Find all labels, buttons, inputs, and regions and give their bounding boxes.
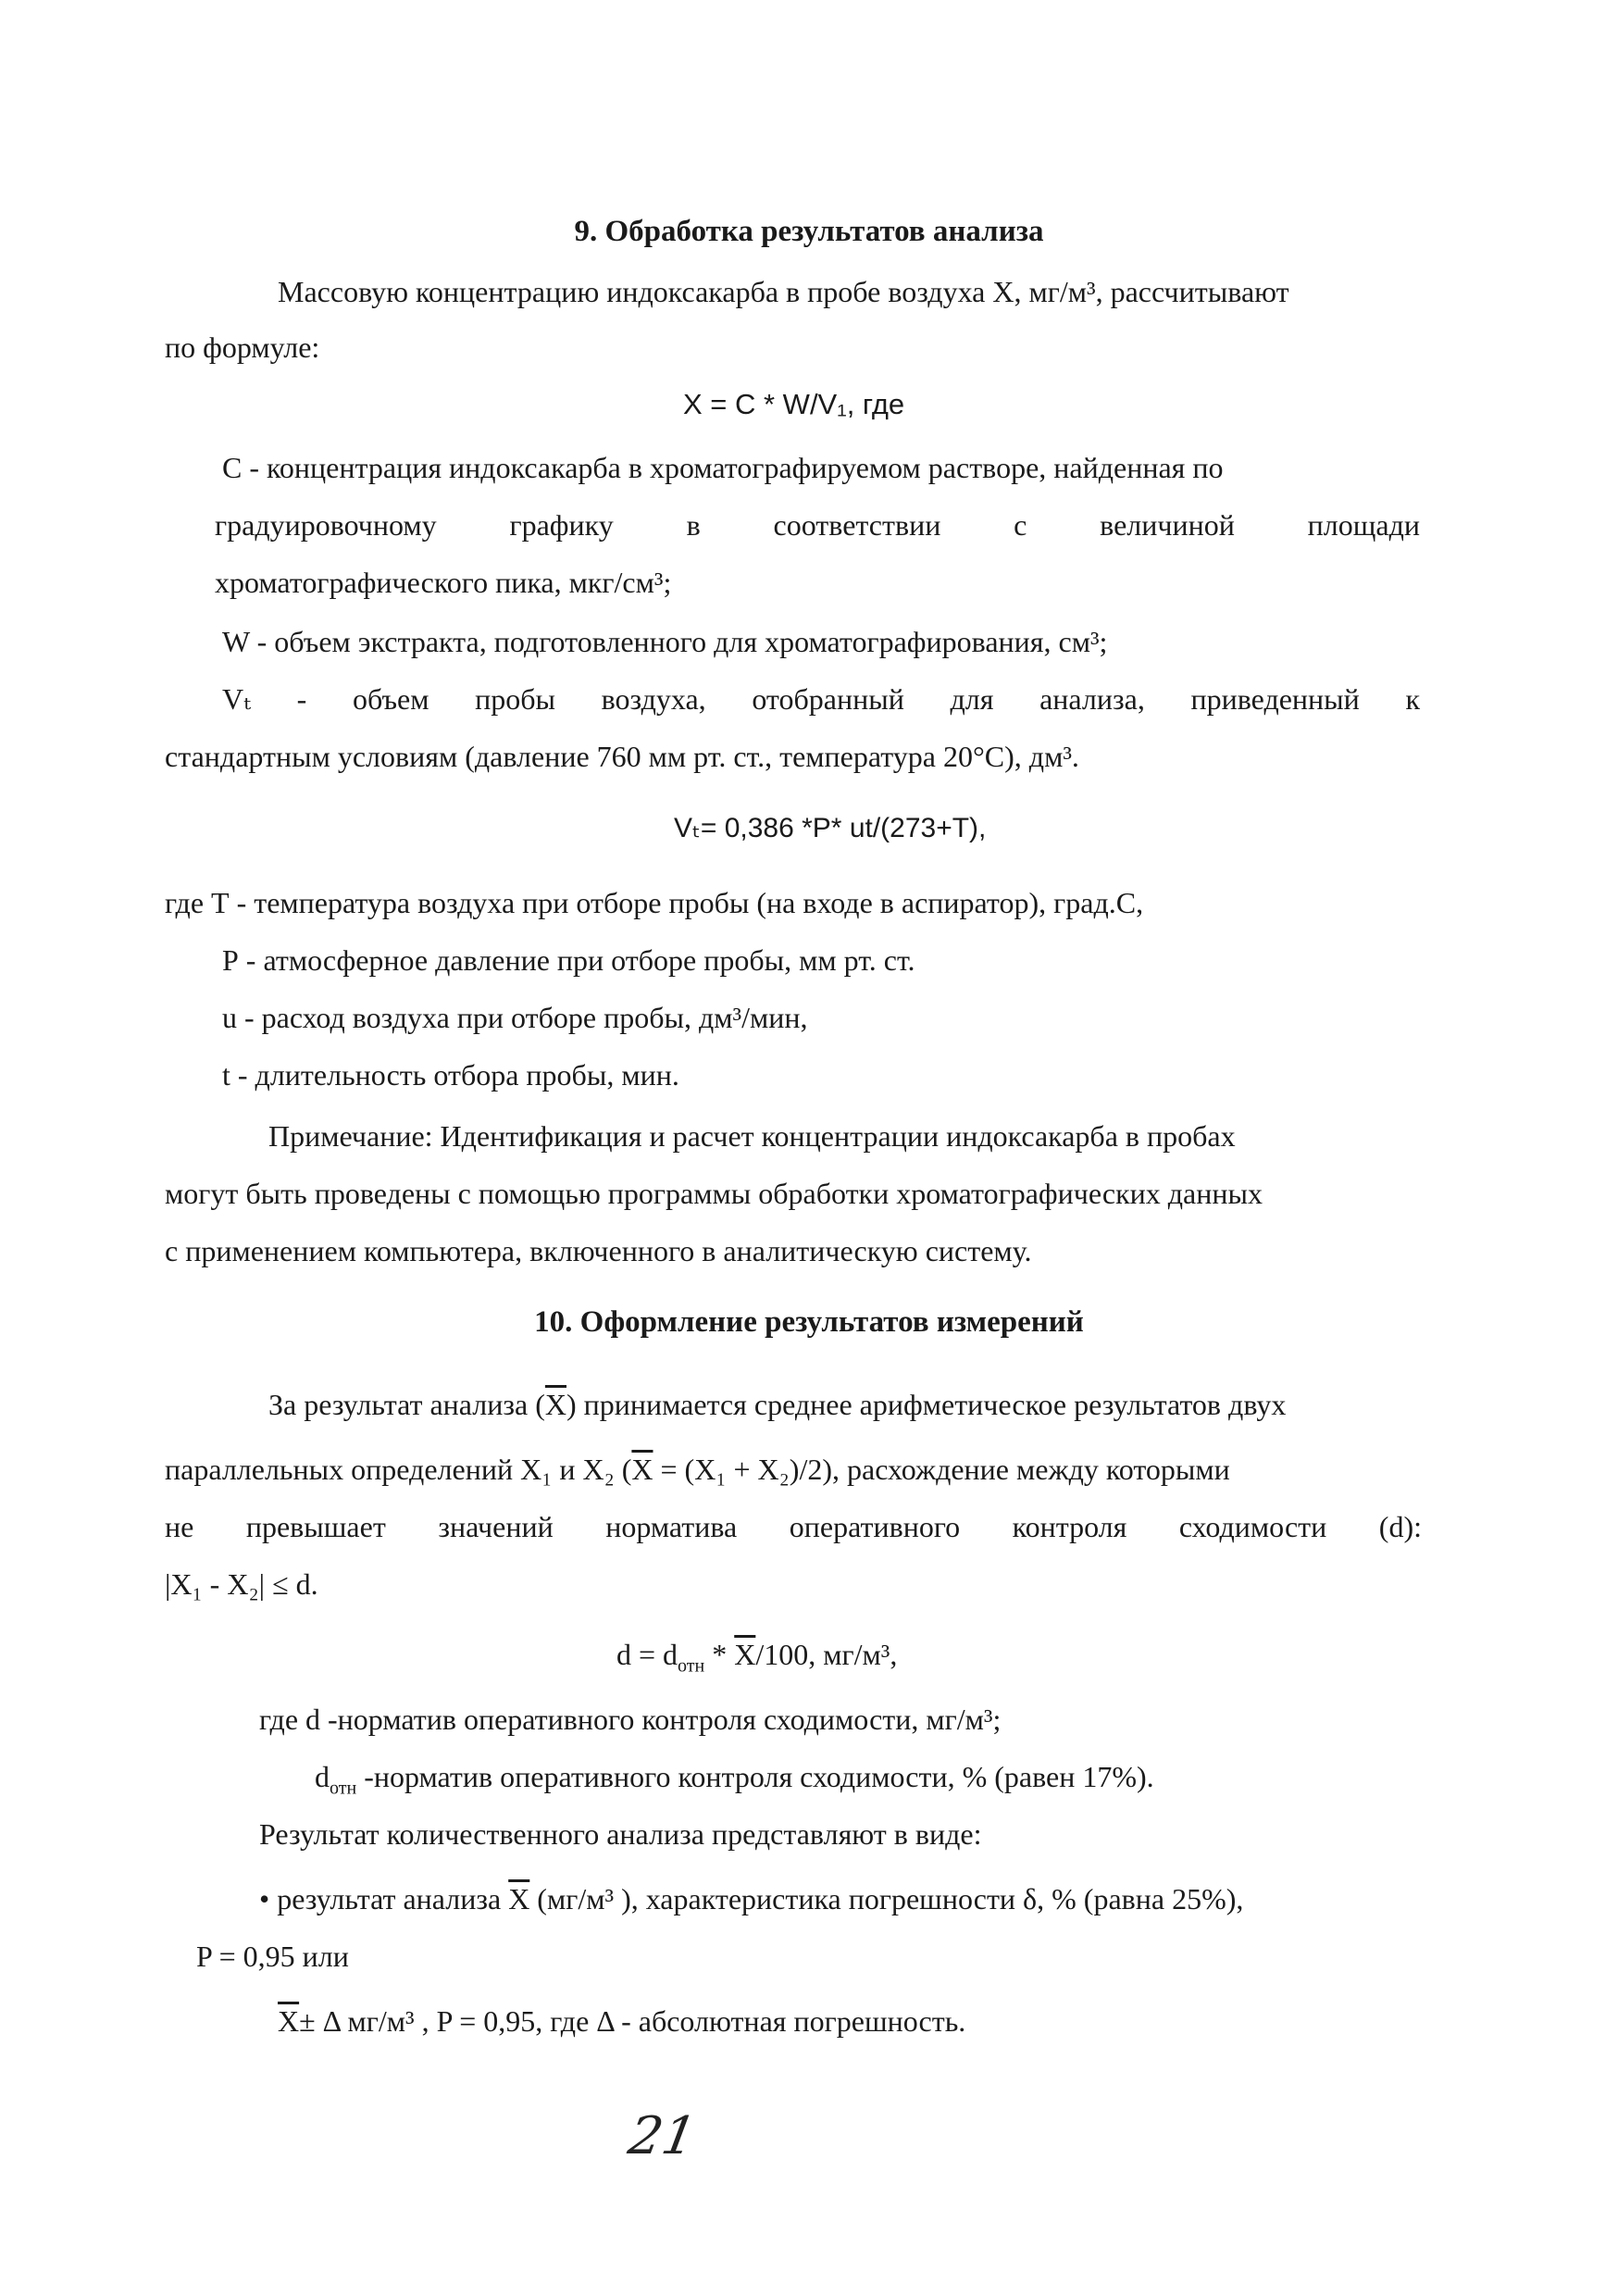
bullet-line-1 <box>259 1883 1243 1915</box>
def-c-line-3: хроматографического пика, мкг/см³; <box>215 566 672 599</box>
def-vt-line-1: Vₜ - объем пробы воздуха, отобранный для анализа, приведенный к <box>222 682 1420 716</box>
result-line-3: не превышает значений норматива оперативного контроля сходимости (d): <box>165 1510 1422 1543</box>
section-9-heading: 9. Обработка результатов анализа <box>574 215 1044 248</box>
def-time: t - длительность отбора пробы, мин. <box>222 1058 679 1092</box>
def-d-otn-symbol: d <box>315 1760 330 1793</box>
mean-x-symbol: $\overline{X}$ <box>508 1882 530 1915</box>
d-formula-op: * <box>704 1638 735 1671</box>
def-d-otn <box>315 1761 1154 1798</box>
d-formula-start: d = d <box>616 1638 678 1671</box>
vt-formula: Vₜ= 0,386 *P* ut/(273+T), <box>674 813 987 843</box>
def-w: W - объем экстракта, подготовленного для хроматографирования, см³; <box>222 625 1108 658</box>
def-c-line-1: C - концентрация индоксакарба в хроматографируемом растворе, найденная по <box>222 451 1224 484</box>
final-line <box>278 2005 965 2038</box>
bullet-end: (мг/м³ ), характеристика погрешности δ, % (равна 25%), <box>529 1882 1244 1915</box>
mean-x-symbol: $\overline{X}$ <box>734 1638 756 1671</box>
result-line-4: |X₁ - X₂| ≤ d. <box>165 1567 318 1601</box>
note-line-2: могут быть проведены с помощью программы обработки хроматографических данных <box>165 1177 1263 1210</box>
def-vt-line-2: стандартным условиям (давление 760 мм рт. ст., температура 20°С), дм³. <box>165 740 1079 773</box>
bullet-start: • результат анализа <box>259 1882 509 1915</box>
mean-x-symbol: $\overline{X}$ <box>278 2004 300 2038</box>
mean-x-symbol: $\overline{X}$ <box>631 1453 653 1486</box>
page-number: 21 <box>624 2106 701 2166</box>
def-d-otn-sub: отн <box>330 1778 357 1799</box>
def-p: Р - атмосферное давление при отборе пробы, мм рт. ст. <box>222 943 915 977</box>
result-line-1-start: За результат анализа ( <box>268 1388 545 1421</box>
def-u: u - расход воздуха при отборе пробы, дм³/мин, <box>222 1001 808 1034</box>
result-line-1 <box>268 1389 1286 1421</box>
def-t: где Т - температура воздуха при отборе пробы (на входе в аспиратор), град.С, <box>165 886 1144 919</box>
intro-line-1: Массовую концентрацию индоксакарба в пробе воздуха X, мг/м³, рассчитывают <box>278 275 1289 308</box>
mean-x-symbol: $\overline{X}$ <box>544 1388 566 1421</box>
note-line-3: с применением компьютера, включенного в аналитическую систему. <box>165 1234 1032 1267</box>
d-formula-sub: отн <box>678 1655 705 1677</box>
note-line-1: Примечание: Идентификация и расчет концентрации индоксакарба в пробах <box>268 1119 1236 1153</box>
result-intro: Результат количественного анализа представляют в виде: <box>259 1817 982 1851</box>
final-line-text: ± Δ мг/м³ , P = 0,95, где Δ - абсолютная погрешность. <box>299 2004 966 2038</box>
bullet-line-2: P = 0,95 или <box>196 1940 349 1973</box>
result-line-2-start: параллельных определений X₁ и X₂ ( <box>165 1453 632 1486</box>
def-d-otn-text: -норматив оперативного контроля сходимости, % (равен 17%). <box>356 1760 1154 1793</box>
main-formula: X = C * W/V₁, где <box>683 388 905 420</box>
section-10-heading: 10. Оформление результатов измерений <box>534 1305 1084 1339</box>
def-c-line-2: градуировочному графику в соответствии с величиной площади <box>215 508 1420 542</box>
result-line-2-end: = (X₁ + X₂)/2), расхождение между которыми <box>653 1453 1230 1486</box>
intro-line-2: по формуле: <box>165 331 320 364</box>
result-line-1-end: ) принимается среднее арифметическое результатов двух <box>566 1388 1287 1421</box>
def-d: где d -норматив оперативного контроля сходимости, мг/м³; <box>259 1703 1002 1736</box>
d-formula-end: /100, мг/м³, <box>755 1638 898 1671</box>
result-line-2 <box>165 1454 1230 1486</box>
d-formula <box>616 1639 897 1676</box>
